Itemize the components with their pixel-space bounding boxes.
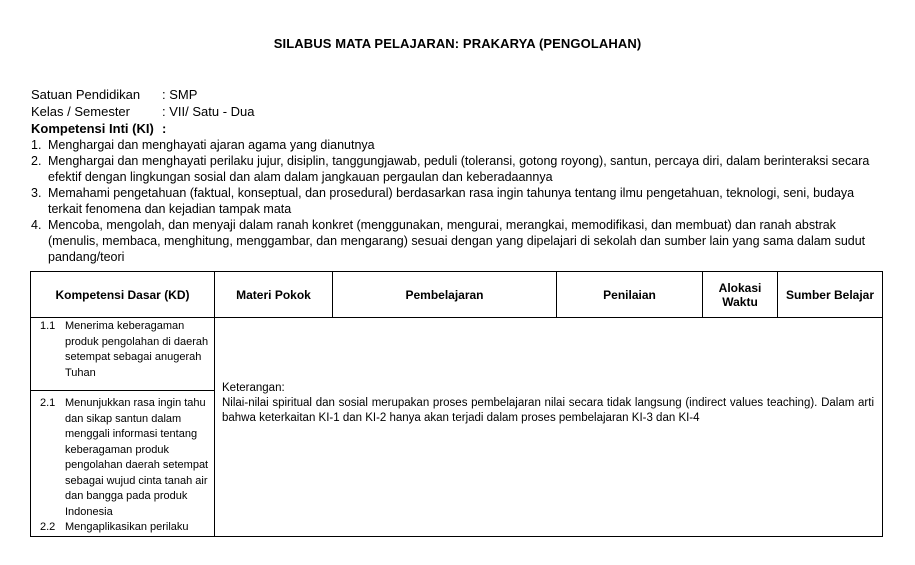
ki-item-number: 3. <box>31 186 42 200</box>
header-kd: Kompetensi Dasar (KD) <box>31 272 215 318</box>
ki-item-text: Menghargai dan menghayati perilaku jujur, disiplin, tanggungjawab, peduli (toleransi, gotong royong), santun, percaya diri, dalam berinteraksi secara efektif dengan lingkungan sosial dan alam dalam jangkauan pergaulan dan keberadaannya <box>48 154 870 184</box>
ki-item <box>31 153 881 185</box>
ki-item-text: Menghargai dan menghayati ajaran agama yang dianutnya <box>48 138 375 152</box>
ki-item-text: Memahami pengetahuan (faktual, konseptual, dan prosedural) berdasarkan rasa ingin tahunya tentang ilmu pengetahuan, teknologi, seni, budaya terkait fenomena dan kejadian tampak mata <box>48 186 855 216</box>
silabus-table <box>30 271 883 537</box>
header-sumber: Sumber Belajar <box>778 272 883 318</box>
kd-item-text: Menerima keberagaman produk pengolahan di daerah setempat sebagai anugerah Tuhan <box>65 320 209 379</box>
kd-item <box>31 520 210 536</box>
kelas-row <box>31 104 255 120</box>
header-pembelajaran: Pembelajaran <box>333 272 557 318</box>
ki-label: Kompetensi Inti (KI) <box>31 121 154 136</box>
ki-item <box>31 137 881 153</box>
satuan-label: Satuan Pendidikan <box>31 87 141 102</box>
kd-item-text: Menunjukkan rasa ingin tahu dan sikap santun dalam menggali informasi tentang keberagaman produk pengolahan daerah setempat sebagai wujud cinta tanah air dan bangga pada produk Indonesia <box>65 397 209 518</box>
kd-item <box>31 319 210 381</box>
ki-item <box>31 185 881 217</box>
keterangan-label: Keterangan: <box>222 382 285 394</box>
ki-heading <box>31 121 166 137</box>
table-header-row <box>31 272 883 318</box>
kd-item <box>31 396 210 520</box>
kd-group-1 <box>31 318 214 391</box>
page-title: SILABUS MATA PELAJARAN: PRAKARYA (PENGOLAHAN) <box>273 36 642 51</box>
ki-colon: : <box>162 121 167 136</box>
satuan-value: : SMP <box>162 87 198 102</box>
kelas-value: : VII/ Satu - Dua <box>162 104 255 119</box>
kd-item-number: 2.2 <box>40 521 56 533</box>
keterangan-cell <box>215 318 883 537</box>
kd-item-number: 1.1 <box>40 320 56 332</box>
ki-item-number: 4. <box>31 218 42 232</box>
ki-item-number: 2. <box>31 154 42 168</box>
ki-item-number: 1. <box>31 138 42 152</box>
kd-item-text: Mengaplikasikan perilaku <box>65 521 189 533</box>
kd-item-number: 2.1 <box>40 397 56 409</box>
satuan-row <box>31 87 197 103</box>
header-alokasi: Alokasi Waktu <box>703 272 778 318</box>
header-materi: Materi Pokok <box>215 272 333 318</box>
ki-item <box>31 217 881 265</box>
kelas-label: Kelas / Semester <box>31 104 130 119</box>
ki-item-text: Mencoba, mengolah, dan menyaji dalam ranah konkret (menggunakan, mengurai, merangkai, memodifikasi, dan membuat) dan ranah abstrak (menulis, membaca, menghitung, menggambar, dan mengarang) sesuai dengan yang dipelajari di sekolah dan sumber lain yang sama dalam sudut pandang/teori <box>48 218 866 264</box>
header-penilaian: Penilaian <box>557 272 703 318</box>
table-row <box>31 318 883 537</box>
keterangan-text: Nilai-nilai spiritual dan sosial merupakan proses pembelajaran nilai secara tidak langsung (indirect values teaching). Dalam arti bahwa keterkaitan KI-1 dan KI-2 hanya akan terjadi dalam proses pembelajaran KI-3 dan KI-4 <box>222 397 874 424</box>
ki-list <box>31 137 881 265</box>
kd-cell <box>31 318 215 537</box>
kd-group-2 <box>31 391 214 536</box>
